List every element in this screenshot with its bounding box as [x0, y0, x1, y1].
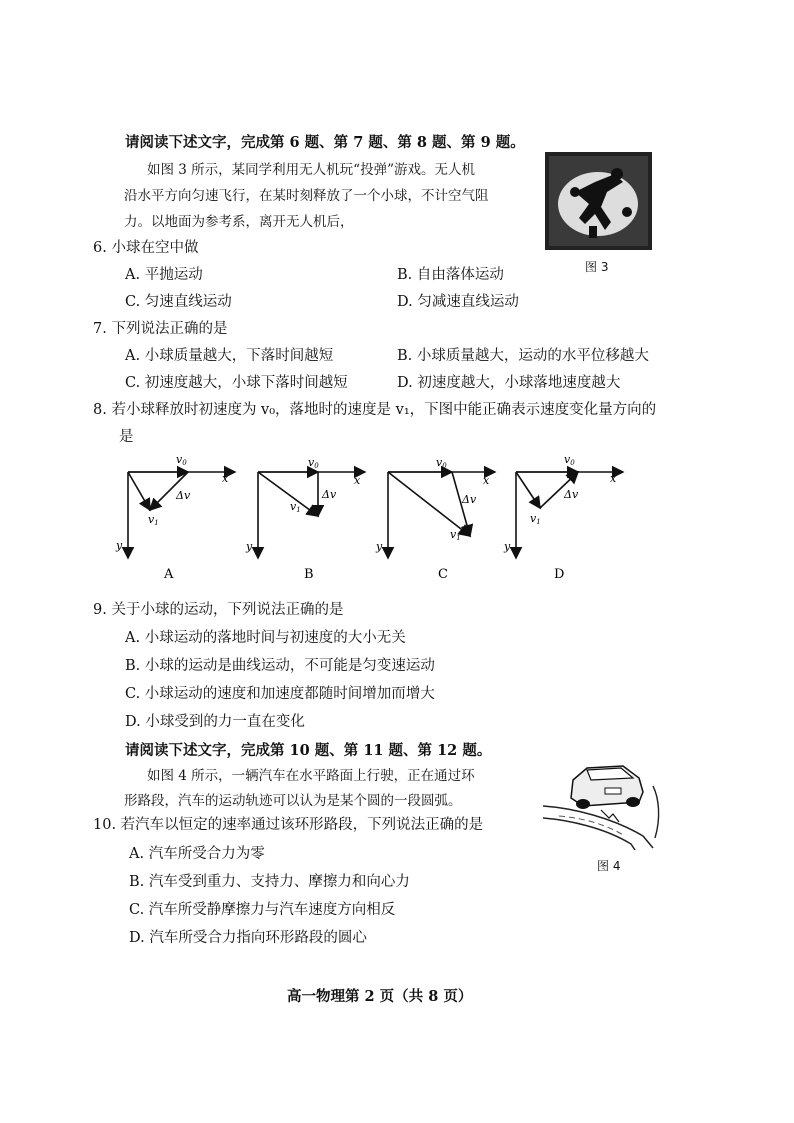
q9-option-d: D. 小球受到的力一直在变化	[125, 714, 305, 730]
q8-diagram-c	[375, 456, 495, 582]
figure-3-label: 图 3	[585, 260, 609, 274]
diagram-c-dv-label: Δv	[462, 493, 477, 506]
q8-diagram-b	[245, 456, 365, 582]
q10-option-a: A. 汽车所受合力为零	[129, 846, 265, 862]
diagram-b-v0-label: v0	[308, 456, 319, 470]
q9-option-a: A. 小球运动的落地时间与初速度的大小无关	[125, 630, 406, 646]
diagram-a-v0-label: v0	[176, 453, 187, 467]
figure-4-car-image	[543, 758, 665, 850]
section-intro-line-2: 沿水平方向匀速飞行，在某时刻释放了一个小球，不计空气阻	[124, 188, 489, 204]
q8-diagram-a	[115, 453, 235, 582]
diagram-d-option-label: D	[554, 567, 565, 582]
question-9-stem: 9. 关于小球的运动，下列说法正确的是	[93, 602, 344, 618]
q6-option-a: A. 平抛运动	[125, 267, 203, 283]
diagram-d-v0-label: v0	[564, 453, 575, 467]
q10-option-d: D. 汽车所受合力指向环形路段的圆心	[129, 930, 367, 946]
diagram-c-y-label: y	[376, 540, 383, 553]
q8-vector-diagrams	[100, 450, 660, 590]
section-intro-line-3: 力。以地面为参考系，离开无人机后，	[124, 214, 354, 230]
diagram-b-x-label: x	[354, 474, 361, 487]
diagram-c-option-label: C	[438, 567, 448, 582]
diagram-d-v1-label: v1	[530, 512, 541, 526]
diagram-b-dv-label: Δv	[322, 488, 337, 501]
question-6-stem: 6. 小球在空中做	[93, 240, 199, 256]
q9-option-c: C. 小球运动的速度和加速度都随时间增加而增大	[125, 686, 435, 702]
diagram-b-v1-label: v1	[290, 500, 301, 514]
diagram-a-x-label: x	[222, 472, 229, 485]
diagram-d-dv-label: Δv	[564, 488, 579, 501]
figure-4-label: 图 4	[597, 859, 621, 873]
q9-option-b: B. 小球的运动是曲线运动，不可能是匀变速运动	[125, 658, 435, 674]
diagram-c-v0-label: v0	[436, 456, 447, 470]
q10-option-b: B. 汽车受到重力、支持力、摩擦力和向心力	[129, 874, 410, 890]
diagram-b-y-label: y	[246, 540, 253, 553]
section2-intro-line-2: 形路段，汽车的运动轨迹可以认为是某个圆的一段圆弧。	[124, 793, 462, 809]
q10-option-c: C. 汽车所受静摩擦力与汽车速度方向相反	[129, 902, 396, 918]
diagram-d-x-label: x	[610, 472, 617, 485]
q6-option-c: C. 匀速直线运动	[125, 294, 232, 310]
section-intro-line-1: 如图 3 所示，某同学利用无人机玩“投弹”游戏。无人机	[147, 162, 475, 178]
diagram-a-option-label: A	[164, 567, 174, 582]
diagram-d-y-label: y	[504, 540, 511, 553]
question-7-stem: 7. 下列说法正确的是	[93, 321, 228, 337]
figure-3-drone-image	[545, 152, 652, 250]
diagram-c-v1-label: v1	[450, 528, 461, 542]
diagram-b-option-label: B	[304, 567, 314, 582]
section-heading-1: 请阅读下述文字，完成第 6 题、第 7 题、第 8 题、第 9 题。	[125, 134, 525, 151]
question-10-stem: 10. 若汽车以恒定的速率通过该环形路段，下列说法正确的是	[93, 817, 484, 833]
q7-option-b: B. 小球质量越大，运动的水平位移越大	[397, 348, 649, 364]
diagram-a-dv-label: Δv	[176, 489, 191, 502]
question-8-stem-line-2: 是	[119, 429, 134, 445]
q7-option-c: C. 初速度越大，小球下落时间越短	[125, 375, 348, 391]
diagram-a-y-label: y	[116, 539, 123, 552]
q7-option-a: A. 小球质量越大，下落时间越短	[125, 348, 334, 364]
question-8-stem-line-1: 8. 若小球释放时初速度为 v₀，落地时的速度是 v₁，下图中能正确表示速度变化量方向的	[93, 402, 657, 418]
diagram-a-v1-label: v1	[148, 513, 159, 527]
page-footer: 高一物理第 2 页（共 8 页）	[287, 988, 473, 1005]
section2-intro-line-1: 如图 4 所示，一辆汽车在水平路面上行驶，正在通过环	[147, 768, 475, 784]
section-heading-2: 请阅读下述文字，完成第 10 题、第 11 题、第 12 题。	[125, 742, 492, 759]
q6-option-d: D. 匀减速直线运动	[397, 294, 519, 310]
diagram-c-x-label: x	[483, 474, 490, 487]
q7-option-d: D. 初速度越大，小球落地速度越大	[397, 375, 621, 391]
q8-diagram-d	[503, 453, 623, 582]
q6-option-b: B. 自由落体运动	[397, 267, 504, 283]
